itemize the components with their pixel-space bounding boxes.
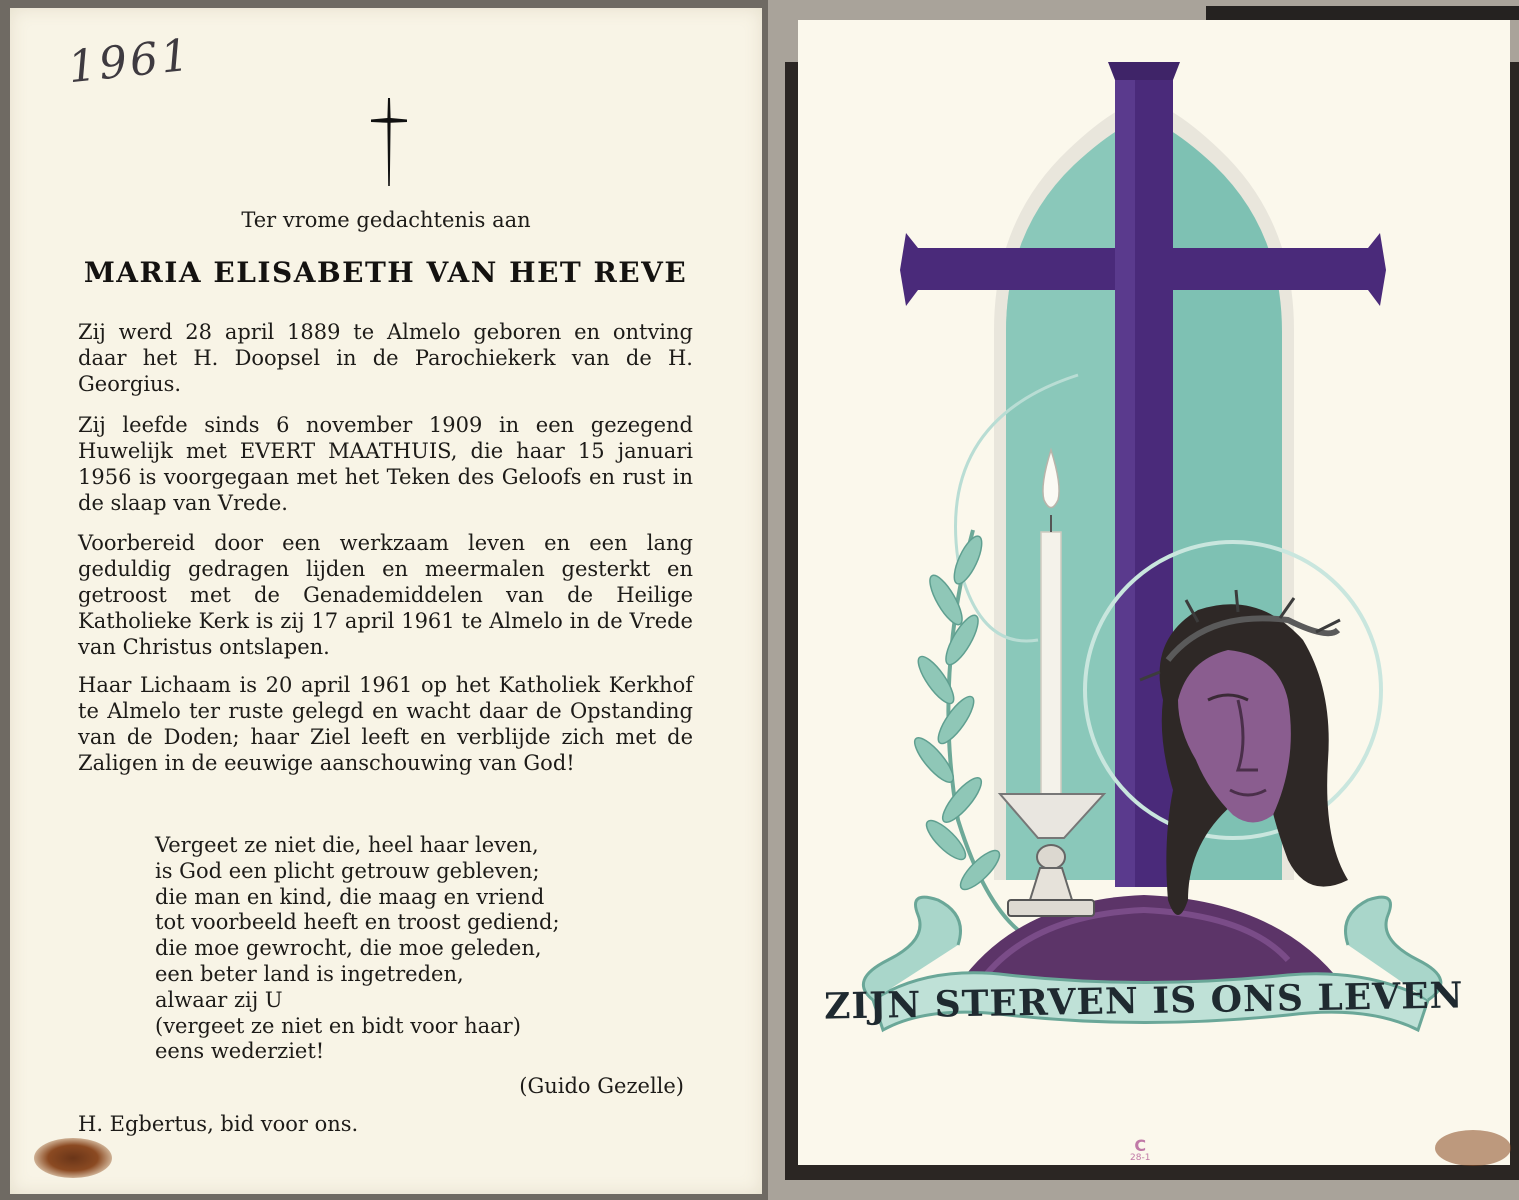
- stain-mark: [1435, 1130, 1511, 1166]
- poem-line: die man en kind, die maag en vriend: [155, 884, 545, 909]
- death-paragraph: Voorbereid door een werkzaam leven en een lang geduldig gedragen lijden en meermalen gesterkt en getroost met de Genademiddelen van de Heilige Katholieke Kerk is zij 17 april 1961 te Almelo in de Vrede van Christus ontslapen.: [78, 531, 693, 659]
- memorial-card-picture-side: [768, 0, 1519, 1200]
- poem: [155, 833, 560, 1065]
- closing-prayer: H. Egbertus, bid voor ons.: [78, 1112, 359, 1136]
- poem-line: Vergeet ze niet die, heel haar leven,: [155, 833, 539, 857]
- poem-line: een beter land is ingetreden,: [155, 961, 464, 986]
- poem-line: alwaar zij U: [155, 987, 283, 1012]
- birth-paragraph: Zij werd 28 april 1889 te Almelo geboren en ontving daar het H. Doopsel in de Parochiekerk van de H. Georgius.: [78, 320, 693, 396]
- handwritten-year: 1961: [65, 29, 195, 94]
- deceased-name: MARIA ELISABETH VAN HET REVE: [83, 256, 688, 289]
- poem-line: tot voorbeeld heeft en troost gediend;: [155, 910, 560, 935]
- burial-paragraph: Haar Lichaam is 20 april 1961 op het Katholiek Kerkhof te Almelo ter ruste gelegd en wacht daar de Opstanding van de Doden; haar Ziel leeft en verblijde zich met de Zaligen in de eeuwige aanschouwing van God!: [78, 673, 693, 775]
- poem-line: die moe gewrocht, die moe geleden,: [155, 936, 542, 961]
- poem-author: (Guido Gezelle): [519, 1074, 684, 1098]
- poem-line: is God een plicht getrouw gebleven;: [155, 858, 540, 883]
- printer-mark: C 28-1: [1130, 1136, 1151, 1163]
- poem-line: eens wederziet!: [155, 1039, 325, 1064]
- cross-icon: [368, 96, 410, 188]
- memorial-heading: Ter vrome gedachtenis aan: [241, 208, 531, 232]
- marriage-paragraph: Zij leefde sinds 6 november 1909 in een gezegend Huwelijk met EVERT MAATHUIS, die haar 15 januari 1956 is voorgegaan met het Teken des Geloofs en rust in de slaap van Vrede.: [78, 413, 693, 515]
- memorial-card-text-side: [10, 8, 762, 1194]
- poem-line: (vergeet ze niet en bidt voor haar): [155, 1013, 521, 1038]
- stain-mark: [34, 1138, 112, 1178]
- devotional-illustration: [768, 0, 1519, 1200]
- banner-text: ZIJN STERVEN IS ONS LEVEN: [823, 974, 1464, 1028]
- printer-code: 28-1: [1130, 1153, 1151, 1163]
